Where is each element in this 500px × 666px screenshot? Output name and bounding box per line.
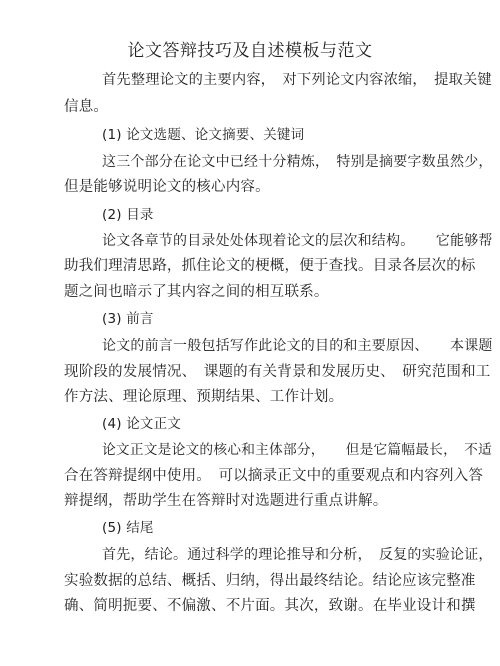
section-1-line-1: 这三个部分在论文中已经十分精炼， 特别是摘要字数虽然少， [102, 154, 493, 170]
section-4-line-1: 论文正文是论文的核心和主体部分， 但是它篇幅最长， 不适 [102, 442, 492, 458]
section-2-line-1: 论文各章节的目录处处体现着论文的层次和结构。 它能够帮 [102, 233, 493, 249]
section-4-line-2: 合在答辩提纲中使用。 可以摘录正文中的重要观点和内容列入答 [64, 468, 484, 484]
section-5-line-3: 确、简明扼要、不偏激、不片面。其次，致谢。在毕业设计和撰 [64, 598, 476, 614]
section-heading-5: (5) 结尾 [102, 520, 154, 536]
section-3-line-2: 现阶段的发展情况、 课题的有关背景和发展历史、 研究范围和工 [64, 364, 491, 380]
document-title: 论文答辩技巧及自述模板与范文 [127, 41, 373, 61]
section-heading-2: (2) 目录 [102, 207, 154, 223]
section-3-line-1: 论文的前言一般包括写作此论文的目的和主要原因、 本课题 [102, 338, 493, 354]
section-2-line-2: 助我们理清思路，抓住论文的梗概，便于查找。目录各层次的标 [64, 258, 476, 274]
section-heading-4: (4) 论文正文 [102, 416, 182, 432]
intro-line-2: 信息。 [64, 99, 109, 115]
section-3-line-3: 作方法、理论原理、预期结果、工作计划。 [64, 389, 344, 405]
section-2-line-3: 题之间也暗示了其内容之间的相互联系。 [64, 284, 329, 300]
section-5-line-2: 实验数据的总结、概括、归纳，得出最终结论。结论应该完整准 [64, 573, 476, 589]
section-1-line-2: 但是能够说明论文的核心内容。 [64, 179, 270, 195]
section-heading-1: (1) 论文选题、论文摘要、关键词 [102, 127, 305, 143]
section-5-line-1: 首先，结论。通过科学的理论推导和分析， 反复的实验论证， [102, 547, 493, 563]
section-heading-3: (3) 前言 [102, 311, 154, 327]
section-4-line-3: 辩提纲，帮助学生在答辩时对选题进行重点讲解。 [64, 493, 388, 509]
intro-line-1: 首先整理论文的主要内容， 对下列论文内容浓缩， 提取关键 [102, 72, 492, 88]
